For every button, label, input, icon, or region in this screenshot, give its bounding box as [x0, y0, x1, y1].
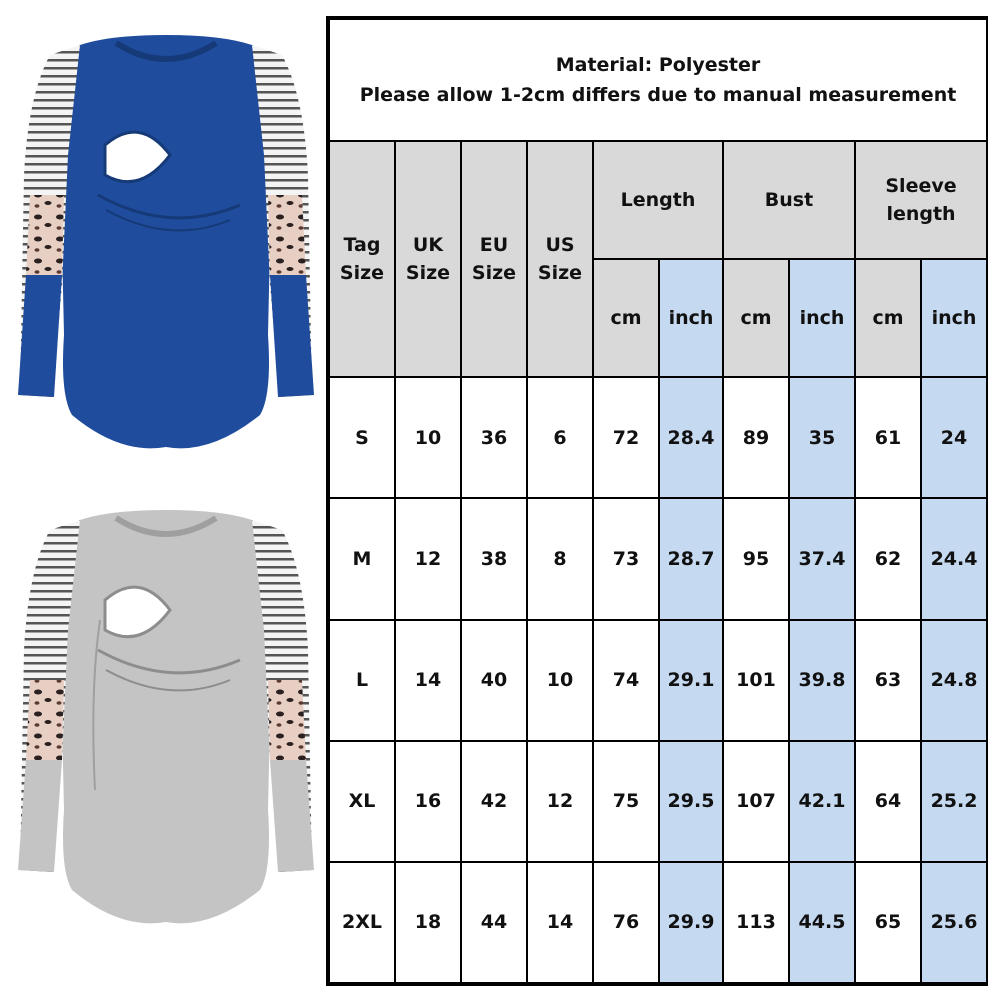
- cell-sleeve-inch: 25.2: [921, 741, 987, 862]
- table-row: [329, 862, 987, 983]
- cell-sleeve-cm: 64: [855, 741, 921, 862]
- cell-tag-size: 2XL: [329, 862, 395, 983]
- cell-sleeve-cm: 65: [855, 862, 921, 983]
- cell-uk-size: 12: [395, 498, 461, 619]
- cell-us-size: 10: [527, 620, 593, 741]
- product-images: [0, 0, 328, 1000]
- cell-length-cm: 73: [593, 498, 659, 619]
- gray-nursing-top-image: [10, 510, 322, 940]
- cell-length-inch: 29.1: [659, 620, 723, 741]
- cell-bust-cm: 113: [723, 862, 789, 983]
- cell-sleeve-cm: 61: [855, 377, 921, 498]
- cell-eu-size: 42: [461, 741, 527, 862]
- cell-length-inch: 28.4: [659, 377, 723, 498]
- cell-uk-size: 16: [395, 741, 461, 862]
- chart-title: [329, 19, 987, 141]
- cell-eu-size: 38: [461, 498, 527, 619]
- cell-uk-size: 10: [395, 377, 461, 498]
- header-sleeve-inch: inch: [921, 259, 987, 377]
- cell-bust-inch: 39.8: [789, 620, 855, 741]
- cell-tag-size: M: [329, 498, 395, 619]
- cell-bust-cm: 107: [723, 741, 789, 862]
- cell-eu-size: 40: [461, 620, 527, 741]
- table-row: [329, 377, 987, 498]
- cell-length-cm: 74: [593, 620, 659, 741]
- title-line-2: Please allow 1-2cm differs due to manual measurement: [359, 84, 957, 107]
- cell-us-size: 14: [527, 862, 593, 983]
- header-bust-inch: inch: [789, 259, 855, 377]
- blue-nursing-top-image: [10, 35, 322, 465]
- cell-us-size: 8: [527, 498, 593, 619]
- cell-us-size: 6: [527, 377, 593, 498]
- cell-sleeve-inch: 25.6: [921, 862, 987, 983]
- cell-sleeve-cm: 63: [855, 620, 921, 741]
- table-row: [329, 620, 987, 741]
- size-table: [328, 18, 988, 984]
- cell-bust-cm: 95: [723, 498, 789, 619]
- size-chart: [326, 16, 988, 986]
- cell-tag-size: S: [329, 377, 395, 498]
- cell-tag-size: L: [329, 620, 395, 741]
- table-row: [329, 741, 987, 862]
- header-length-inch: inch: [659, 259, 723, 377]
- cell-length-inch: 29.9: [659, 862, 723, 983]
- cell-us-size: 12: [527, 741, 593, 862]
- cell-bust-inch: 37.4: [789, 498, 855, 619]
- header-sleeve-cm: cm: [855, 259, 921, 377]
- header-uk-size: UK Size: [395, 141, 461, 377]
- header-bust: Bust: [723, 141, 855, 259]
- cell-length-cm: 76: [593, 862, 659, 983]
- cell-length-cm: 72: [593, 377, 659, 498]
- cell-bust-inch: 42.1: [789, 741, 855, 862]
- cell-eu-size: 44: [461, 862, 527, 983]
- cell-length-cm: 75: [593, 741, 659, 862]
- cell-tag-size: XL: [329, 741, 395, 862]
- cell-length-inch: 28.7: [659, 498, 723, 619]
- cell-eu-size: 36: [461, 377, 527, 498]
- cell-sleeve-inch: 24.4: [921, 498, 987, 619]
- header-bust-cm: cm: [723, 259, 789, 377]
- cell-sleeve-inch: 24.8: [921, 620, 987, 741]
- cell-bust-cm: 89: [723, 377, 789, 498]
- header-sleeve-length: Sleeve length: [855, 141, 987, 259]
- header-length-cm: cm: [593, 259, 659, 377]
- cell-bust-inch: 35: [789, 377, 855, 498]
- table-row: [329, 498, 987, 619]
- cell-uk-size: 18: [395, 862, 461, 983]
- cell-sleeve-inch: 24: [921, 377, 987, 498]
- cell-sleeve-cm: 62: [855, 498, 921, 619]
- header-us-size: US Size: [527, 141, 593, 377]
- header-tag-size: Tag Size: [329, 141, 395, 377]
- header-length: Length: [593, 141, 723, 259]
- cell-length-inch: 29.5: [659, 741, 723, 862]
- cell-bust-cm: 101: [723, 620, 789, 741]
- cell-uk-size: 14: [395, 620, 461, 741]
- title-line-1: Material: Polyester: [555, 54, 761, 77]
- cell-bust-inch: 44.5: [789, 862, 855, 983]
- header-eu-size: EU Size: [461, 141, 527, 377]
